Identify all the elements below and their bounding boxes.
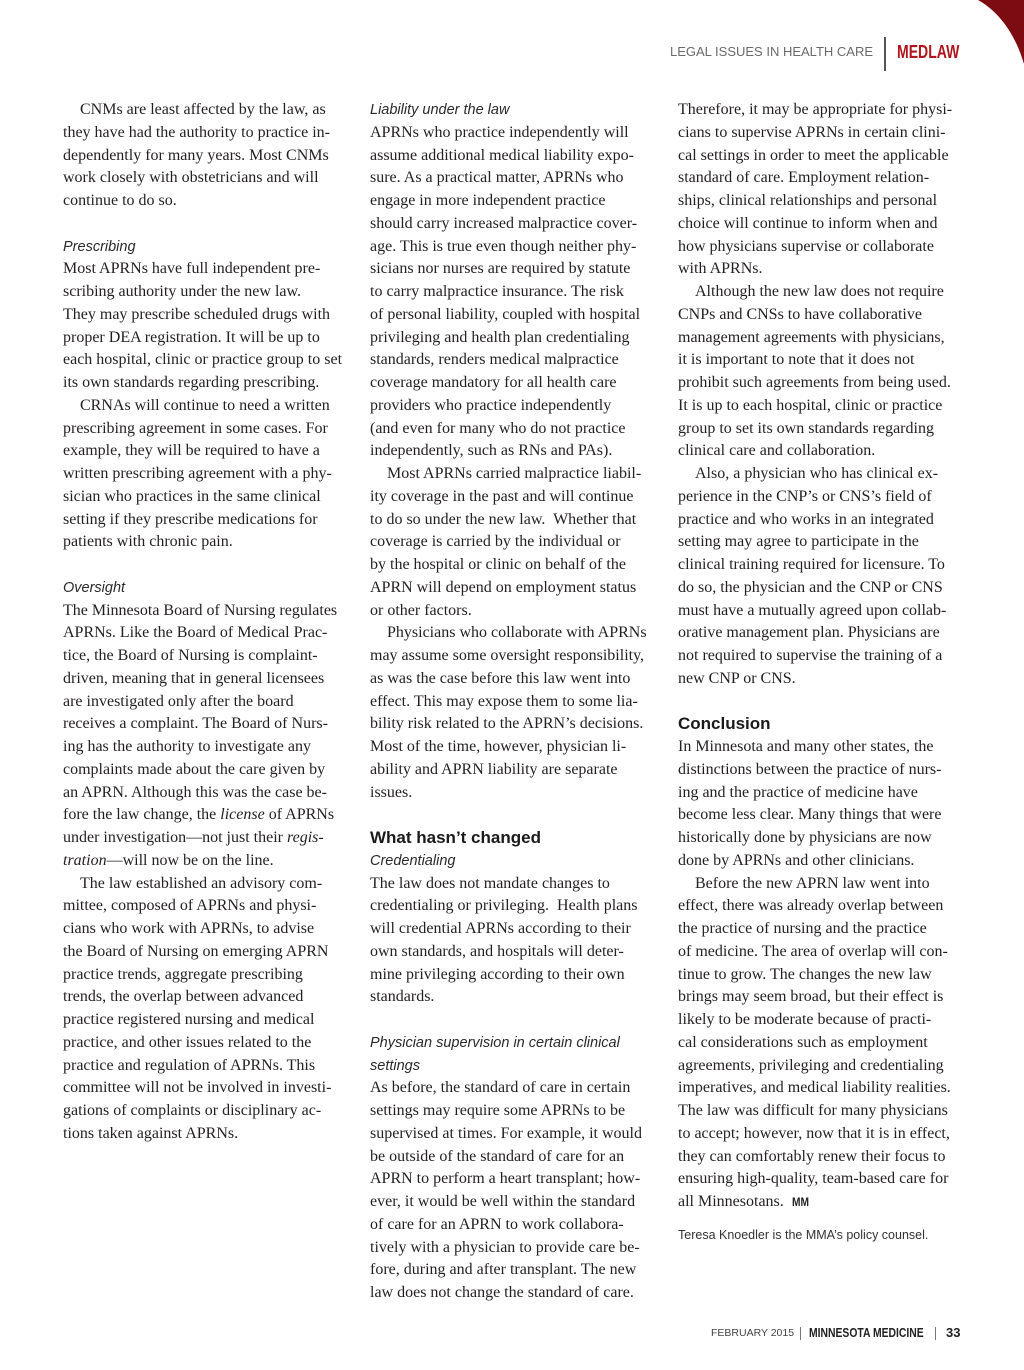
text-line: practice registered nursing and medical <box>63 1011 315 1028</box>
text-line: the Board of Nursing on emerging APRN <box>63 942 329 960</box>
text-line: APRNs who practice independently will <box>370 123 629 141</box>
text-line: Most APRNs carried malpractice liabil- <box>387 465 642 482</box>
text-line: tively with a physician to provide care be- <box>370 1238 640 1256</box>
text-line: tinue to grow. The changes the new law <box>678 965 932 983</box>
text-line: receives a complaint. The Board of Nurs- <box>63 715 328 733</box>
column-2 <box>370 99 658 1305</box>
text-line: Most of the time, however, physician li- <box>370 738 627 755</box>
text-line: cal settings in order to meet the applicable <box>678 146 949 164</box>
corner-accent <box>964 0 1024 70</box>
text-line: As before, the standard of care in certain <box>370 1079 631 1097</box>
text-line: proper DEA registration. It will be up to <box>63 328 320 346</box>
text-line: (and even for many who do not practice <box>370 419 626 437</box>
text-line: providers who practice independently <box>370 396 612 414</box>
text-line: assume additional medical liability expo- <box>370 146 634 164</box>
text-line: bility risk related to the APRN’s decisions. <box>370 715 644 733</box>
text-line: prescribing agreement in some cases. For <box>63 419 328 437</box>
text-line: of personal liability, coupled with hospital <box>370 305 641 323</box>
text-line: settings <box>370 1057 420 1074</box>
text-line: or other factors. <box>370 601 472 619</box>
text-line: Most APRNs have full independent pre- <box>63 260 321 278</box>
text-line: be outside of the standard of care for an <box>370 1147 625 1165</box>
page-number: 33 <box>946 1325 961 1340</box>
paragraph <box>678 736 966 873</box>
text-line: mittee, composed of APRNs and physi- <box>63 897 317 915</box>
text-line: Prescribing <box>63 238 136 255</box>
text-line <box>678 1191 966 1214</box>
text-line: The law was difficult for many physicians <box>678 1102 948 1119</box>
text-line: continue to do so. <box>63 192 177 209</box>
text-line: to accept; however, now that it is in effect, <box>678 1124 950 1142</box>
text-line: Physicians who collaborate with APRNs <box>387 624 647 642</box>
text-line: it is important to note that it does not <box>678 351 915 369</box>
paragraph <box>370 622 658 804</box>
text-line: trends, the overlap between advanced <box>63 988 304 1006</box>
folio-divider <box>800 1327 801 1340</box>
text-line: choice will continue to inform when and <box>678 214 938 232</box>
text-line: Credentialing <box>370 852 456 869</box>
text-line: they have had the authority to practice in- <box>63 123 331 141</box>
text-line: coverage mandatory for all health care <box>370 374 617 391</box>
section-heading: What hasn’t changed <box>370 828 541 847</box>
text-line: The law does not mandate changes to <box>370 874 610 892</box>
issue-date: FEBRUARY 2015 <box>711 1327 795 1339</box>
text-line: they can comfortably renew their focus to <box>678 1147 946 1165</box>
text-line: CNMs are least affected by the law, as <box>80 101 326 118</box>
paragraph <box>370 1077 658 1305</box>
text-line: as was the case before this law went into <box>370 669 631 687</box>
text-line: ing has the authority to investigate any <box>63 738 311 755</box>
text-line: standard of care. Employment relation- <box>678 169 930 187</box>
paragraph <box>63 873 351 1146</box>
paragraph <box>370 122 658 463</box>
text-line: practice, and other issues related to the <box>63 1033 312 1051</box>
text-line: ity coverage in the past and will continue <box>370 487 634 505</box>
section-subhead <box>370 1032 658 1078</box>
section-heading: Conclusion <box>678 714 771 734</box>
text-line: historically done by physicians are now <box>678 829 932 846</box>
text-line: group to set its own standards regarding <box>678 419 934 437</box>
text-line: must have a mutually agreed upon collab- <box>678 601 947 619</box>
text-line <box>63 850 351 873</box>
text-line: coverage is carried by the individual or <box>370 533 621 551</box>
text-line: written prescribing agreement with a phy- <box>63 465 332 482</box>
text-line: patients with chronic pain. <box>63 533 233 551</box>
text-line: may assume some oversight responsibility, <box>370 647 645 664</box>
text-line: of medicine. The area of overlap will con- <box>678 942 948 960</box>
text-line: law does not change the standard of care. <box>370 1284 634 1301</box>
text-line <box>63 827 351 850</box>
text-line: ing and the practice of medicine have <box>678 783 918 801</box>
text-line: setting if they prescribe medications for <box>63 510 318 528</box>
paragraph <box>678 873 966 1214</box>
text-line: cians who work with APRNs, to advise <box>63 920 315 937</box>
folio-divider <box>935 1327 936 1340</box>
author-note: Teresa Knoedler is the MMA’s policy counsel. <box>678 1227 929 1242</box>
text-line: APRN will depend on employment status <box>370 578 637 596</box>
text-line: work closely with obstetricians and will <box>63 169 319 187</box>
text-line: standards, renders medical malpractice <box>370 351 619 369</box>
text-run: fore the law change, the <box>63 806 221 824</box>
text-line: new CNP or CNS. <box>678 669 796 687</box>
text-line: dependently for many years. Most CNMs <box>63 146 329 164</box>
section-subhead <box>63 236 351 259</box>
text-line: gations of complaints or disciplinary ac- <box>63 1102 322 1119</box>
text-line: tice, the Board of Nursing is complaint- <box>63 647 318 664</box>
text-line: practice trends, aggregate prescribing <box>63 965 303 983</box>
paragraph <box>63 99 351 213</box>
text-line: Liability under the law <box>370 102 510 118</box>
text-line: do so, the physician and the CNP or CNS <box>678 578 943 596</box>
text-line: Before the new APRN law went into <box>695 874 930 892</box>
paragraph <box>370 463 658 622</box>
text-run: under investigation—not just their <box>63 829 287 846</box>
text-line: not required to supervise the training of a <box>678 647 943 664</box>
text-line: cal considerations such as employment <box>678 1033 928 1051</box>
paragraph <box>63 258 351 395</box>
text-line: should carry increased malpractice cover- <box>370 214 638 232</box>
text-line: an APRN. Although this was the case be- <box>63 783 327 801</box>
text-line: settings may require some APRNs to be <box>370 1102 626 1119</box>
text-line: are investigated only after the board <box>63 692 294 710</box>
text-run: all Minnesotans. <box>678 1193 792 1210</box>
signoff-mark: MM <box>791 1195 809 1209</box>
text-line: practice and who works in an integrated <box>678 510 934 528</box>
section-subhead <box>370 850 658 873</box>
italic-run: regis- <box>286 829 324 846</box>
text-line: clinical care and collaboration. <box>678 442 876 460</box>
section-subhead <box>370 99 658 122</box>
text-line: ships, clinical relationships and personal <box>678 192 938 209</box>
text-line: committee will not be involved in investi- <box>63 1079 332 1097</box>
paragraph <box>678 99 966 281</box>
text-line: independently, such as RNs and PAs). <box>370 442 613 460</box>
text-line: will credential APRNs according to their <box>370 920 631 937</box>
text-line: sician who practices in the same clinical <box>63 487 321 505</box>
section-label: LEGAL ISSUES IN HEALTH CARE <box>670 44 874 59</box>
text-line: scribing authority under the new law. <box>63 283 302 300</box>
text-line: issues. <box>370 783 413 801</box>
text-line: engage in more independent practice <box>370 192 606 209</box>
text-line: APRN to perform a heart transplant; how- <box>370 1170 641 1188</box>
column-3 <box>678 99 966 1247</box>
text-line: Therefore, it may be appropriate for physi- <box>678 101 953 118</box>
text-line: become less clear. Many things that were <box>678 806 942 824</box>
italic-run: tration <box>63 851 107 869</box>
text-line: clinical training required for licensure. To <box>678 556 945 573</box>
text-line: Although the new law does not require <box>695 283 944 300</box>
text-line: APRNs. Like the Board of Medical Prac- <box>63 624 328 642</box>
text-line: cians to supervise APRNs in certain clini- <box>678 123 946 141</box>
text-line: effect, there was already overlap between <box>678 897 944 915</box>
text-line: each hospital, clinic or practice group to set <box>63 351 343 369</box>
text-line: CRNAs will continue to need a written <box>80 396 330 414</box>
text-line: to do so under the new law. Whether that <box>370 510 637 528</box>
text-line: brings may seem broad, but their effect is <box>678 988 944 1006</box>
text-line <box>63 804 351 827</box>
section-subhead <box>63 577 351 600</box>
text-line: how physicians supervise or collaborate <box>678 237 934 255</box>
text-line: They may prescribe scheduled drugs with <box>63 305 331 323</box>
text-line: supervised at times. For example, it would <box>370 1124 642 1142</box>
text-line: ensuring high-quality, team-based care for <box>678 1170 949 1188</box>
text-line: It is up to each hospital, clinic or practice <box>678 396 943 414</box>
text-line: tions taken against APRNs. <box>63 1124 239 1142</box>
text-line: own standards, and hospitals will deter- <box>370 942 624 960</box>
text-line: orative management plan. Physicians are <box>678 624 940 642</box>
text-line: sure. As a practical matter, APRNs who <box>370 169 624 187</box>
paragraph <box>370 873 658 1010</box>
text-line: setting may agree to participate in the <box>678 533 919 551</box>
text-line: driven, meaning that in general licensees <box>63 669 325 687</box>
text-line: likely to be moderate because of practi- <box>678 1011 932 1028</box>
text-line: effect. This may expose them to some lia- <box>370 692 638 710</box>
paragraph <box>678 281 966 463</box>
header-divider <box>884 37 886 71</box>
paragraph <box>63 395 351 554</box>
text-line: to carry malpractice insurance. The risk <box>370 283 624 300</box>
text-line: agreements, privileging and credentialing <box>678 1056 944 1074</box>
text-run: of APRNs <box>264 806 335 824</box>
text-line: ability and APRN liability are separate <box>370 760 618 778</box>
text-line: perience in the CNP’s or CNS’s field of <box>678 487 932 505</box>
paragraph <box>678 463 966 691</box>
text-run: —will now be on the line. <box>106 851 274 869</box>
text-line: mine privileging according to their own <box>370 965 625 983</box>
text-line: sicians nor nurses are required by statute <box>370 260 631 278</box>
text-line: done by APRNs and other clinicians. <box>678 851 915 869</box>
text-line: The Minnesota Board of Nursing regulates <box>63 601 338 619</box>
text-line: of care for an APRN to work collabora- <box>370 1215 624 1233</box>
text-line: The law established an advisory com- <box>80 874 323 892</box>
text-line: prohibit such agreements from being used. <box>678 374 951 391</box>
text-line: its own standards regarding prescribing. <box>63 374 320 391</box>
column-1 <box>63 99 351 1146</box>
text-line: Oversight <box>63 579 126 596</box>
text-line: Physician supervision in certain clinical <box>370 1034 620 1051</box>
text-line: example, they will be required to have a <box>63 442 320 460</box>
text-line: credentialing or privileging. Health plans <box>370 897 638 915</box>
brand-label: MEDLAW <box>897 42 960 62</box>
text-line: age. This is true even though neither phy- <box>370 237 637 255</box>
text-line: with APRNs. <box>678 260 763 278</box>
text-line: by the hospital or clinic on behalf of the <box>370 556 626 573</box>
publication-name: MINNESOTA MEDICINE <box>809 1326 924 1340</box>
text-line: Also, a physician who has clinical ex- <box>695 465 939 482</box>
text-line: imperatives, and medical liability realities. <box>678 1079 951 1097</box>
italic-run: license <box>220 806 265 824</box>
text-line: complaints made about the care given by <box>63 760 326 778</box>
text-line: ever, it would be well within the standard <box>370 1193 636 1210</box>
text-line: fore, during and after transplant. The new <box>370 1261 637 1279</box>
paragraph <box>63 600 351 873</box>
text-line: distinctions between the practice of nurs- <box>678 760 942 778</box>
text-line: the practice of nursing and the practice <box>678 920 927 937</box>
text-line: practice and regulation of APRNs. This <box>63 1056 316 1074</box>
text-line: CNPs and CNSs to have collaborative <box>678 305 922 323</box>
text-line: privileging and health plan credentialing <box>370 328 630 346</box>
text-line: management agreements with physicians, <box>678 328 945 346</box>
text-line: In Minnesota and many other states, the <box>678 738 934 755</box>
text-line: standards. <box>370 988 435 1006</box>
